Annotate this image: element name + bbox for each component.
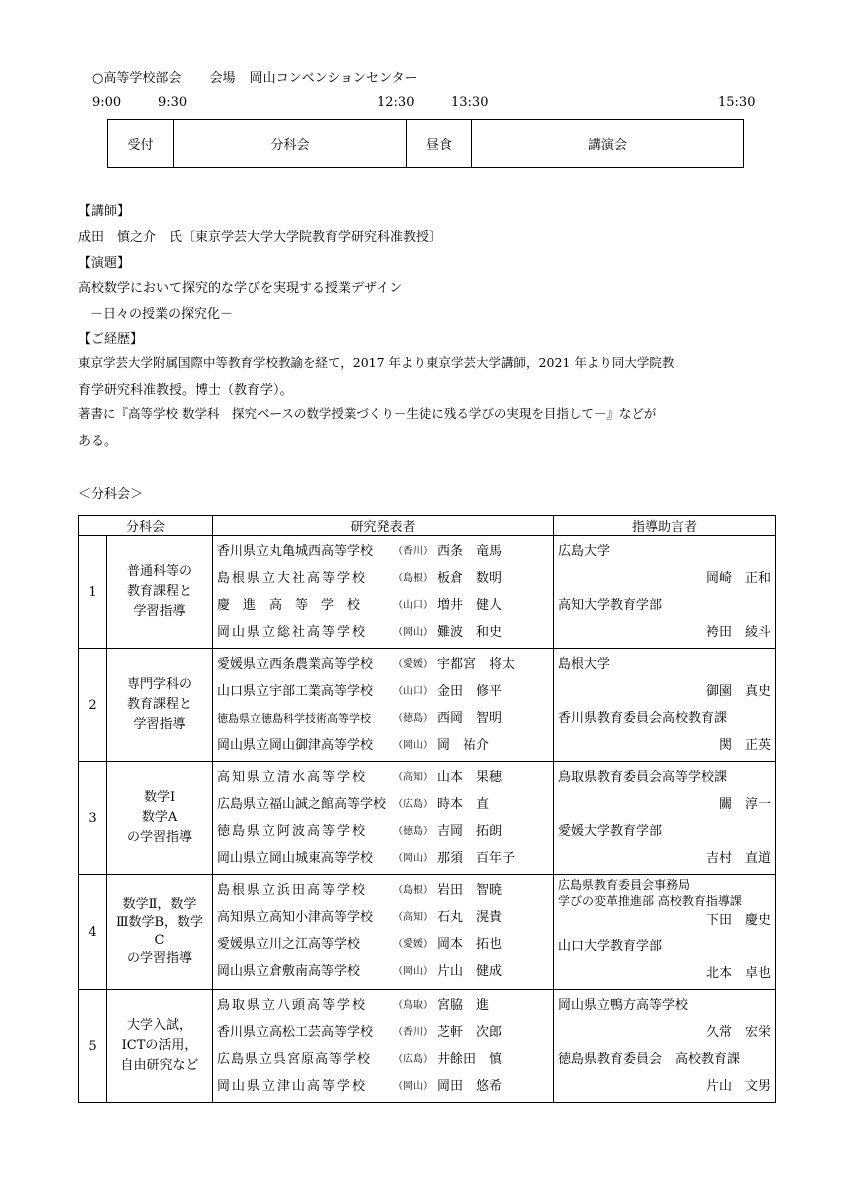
advisor-person: 袴田 綾斗 bbox=[706, 625, 772, 640]
advisors-cell bbox=[554, 536, 776, 649]
bunkakai-name: 普通科等の 教育課程と 学習指導 bbox=[107, 536, 213, 649]
schedule-lecture: 講演会 bbox=[587, 138, 627, 153]
schedule-reception: 受付 bbox=[108, 120, 174, 167]
advisor-org: 広島県教育委員会事務局 bbox=[558, 878, 691, 892]
presenter-line: 愛媛県立西条農業高等学校 （愛媛） 宇都宮 将太 bbox=[217, 657, 516, 672]
schedule-lunch: 昼食 bbox=[407, 120, 472, 167]
career-text-3: 著書に『高等学校 数学科 探究ベースの数学授業づくり－生徒に残る学びの実現を目指して－』などが bbox=[78, 406, 657, 421]
presenter-line: 香川県立丸亀城西高等学校 （香川） 西条 竜馬 bbox=[217, 544, 503, 559]
advisor-person: 御園 真史 bbox=[706, 684, 772, 699]
presenter-line: 徳島県立阿波高等学校 （徳島） 吉岡 拓朗 bbox=[217, 824, 503, 839]
advisor-org: 島根大学 bbox=[558, 657, 611, 672]
career-text-4: ある。 bbox=[78, 434, 118, 449]
row-number: 3 bbox=[79, 762, 107, 875]
time-1330: 13:30 bbox=[451, 95, 489, 110]
advisors-cell bbox=[554, 875, 776, 990]
presenter-line: 徳島県立徳島科学技術高等学校 （徳島） 西岡 智明 bbox=[217, 711, 503, 726]
table-row bbox=[79, 649, 776, 762]
presenter-line: 岡山県立岡山城東高等学校 （岡山） 那須 百年子 bbox=[217, 851, 516, 866]
career-text-1: 東京学芸大学附属国際中等教育学校教諭を経て，2017 年より東京学芸大学講師，2021 年より同大学院教 bbox=[78, 355, 675, 370]
advisor-org: 愛媛大学教育学部 bbox=[558, 824, 663, 839]
presenter-line: 島根県立浜田高等学校 （島根） 岩田 智暁 bbox=[217, 883, 503, 898]
bunkakai-name: 数学Ⅱ，数学 Ⅲ数学B，数学 C の学習指導 bbox=[107, 875, 213, 990]
presenter-line: 広島県立呉宮原高等学校 （広島） 井餘田 慎 bbox=[217, 1052, 503, 1067]
lecturer-heading: 【講師】 bbox=[78, 204, 131, 219]
advisor-person: 関 正英 bbox=[719, 738, 772, 753]
table-row bbox=[79, 762, 776, 875]
time-1530: 15:30 bbox=[718, 95, 756, 110]
advisor-org: 山口大学教育学部 bbox=[558, 939, 663, 954]
presenter-line: 愛媛県立川之江高等学校 （愛媛） 岡本 拓也 bbox=[217, 937, 503, 952]
advisor-org: 香川県教育委員会高校教育課 bbox=[558, 711, 728, 726]
table-row bbox=[79, 990, 776, 1103]
venue-name: 岡山コンベンションセンター bbox=[249, 71, 418, 86]
advisor-person: 下田 慶史 bbox=[706, 913, 772, 928]
advisors-cell bbox=[554, 762, 776, 875]
lecturer-name: 成田 慎之介 氏〔東京学芸大学大学院教育学研究科准教授〕 bbox=[78, 230, 443, 245]
section-heading bbox=[92, 67, 418, 86]
presenters-cell bbox=[213, 649, 554, 762]
table-header-row bbox=[79, 516, 776, 536]
presenter-line: 山口県立宇部工業高等学校 （山口） 金田 修平 bbox=[217, 684, 503, 699]
schedule-bunkakai: 分科会 bbox=[174, 120, 407, 167]
title-heading: 【演題】 bbox=[78, 256, 131, 271]
presenter-line: 高知県立高知小津高等学校 （高知） 石丸 滉貴 bbox=[217, 910, 503, 925]
advisor-person: 吉村 直道 bbox=[706, 851, 772, 866]
advisor-org: 徳島県教育委員会 高校教育課 bbox=[558, 1052, 741, 1067]
advisor-org: 鳥取県教育委員会高等学校課 bbox=[558, 770, 728, 785]
advisors-cell bbox=[554, 649, 776, 762]
col-advisors: 指導助言者 bbox=[554, 516, 776, 536]
advisor-person: 岡崎 正和 bbox=[706, 571, 772, 586]
advisor-person: 片山 文男 bbox=[706, 1079, 772, 1094]
lecture-subtitle: －日々の授業の探究化－ bbox=[90, 307, 234, 322]
advisor-org-dept: 学びの変革推進部 高校教育指導課 bbox=[558, 894, 742, 908]
advisor-org: 高知大学教育学部 bbox=[558, 598, 663, 613]
bunkakai-name: 数学Ⅰ 数学A の学習指導 bbox=[107, 762, 213, 875]
advisors-cell bbox=[554, 990, 776, 1103]
career-heading: 【ご経歴】 bbox=[78, 332, 144, 347]
time-0930: 9:30 bbox=[158, 95, 188, 110]
presenter-line: 岡山県立倉敷南高等学校 （岡山） 片山 健成 bbox=[217, 964, 503, 979]
table-row bbox=[79, 536, 776, 649]
col-bunkakai: 分科会 bbox=[79, 516, 213, 536]
lecture-title: 高校数学において探究的な学びを実現する授業デザイン bbox=[78, 281, 403, 296]
career-text-2: 育学研究科准教授。博士（教育学）。 bbox=[78, 383, 293, 398]
presenter-line: 岡山県立総社高等学校 （岡山） 難波 和史 bbox=[217, 625, 503, 640]
table-row bbox=[79, 875, 776, 990]
time-1230: 12:30 bbox=[377, 95, 415, 110]
presenter-line: 岡山県立岡山御津高等学校 （岡山） 岡 祐介 bbox=[217, 738, 490, 753]
presenters-cell bbox=[213, 762, 554, 875]
presenter-line: 高知県立清水高等学校 （高知） 山本 果穂 bbox=[217, 770, 503, 785]
section-title: ○高等学校部会 bbox=[92, 71, 182, 86]
presenters-cell bbox=[213, 536, 554, 649]
presenters-cell bbox=[213, 990, 554, 1103]
row-number: 1 bbox=[79, 536, 107, 649]
venue-label: 会場 bbox=[209, 71, 236, 86]
presenters-cell bbox=[213, 875, 554, 990]
time-0900: 9:00 bbox=[92, 95, 122, 110]
presenter-line: 鳥取県立八頭高等学校 （鳥取） 宮脇 進 bbox=[217, 998, 490, 1013]
presenter-line: 島根県立大社高等学校 （島根） 板倉 数明 bbox=[217, 571, 503, 586]
schedule-bar bbox=[107, 119, 744, 168]
row-number: 5 bbox=[79, 990, 107, 1103]
advisor-org: 岡山県立鴨方高等学校 bbox=[558, 998, 689, 1013]
bunkakai-table bbox=[78, 515, 776, 1103]
advisor-person: 久常 宏栄 bbox=[706, 1025, 772, 1040]
presenter-line: 慶進高等学校 （山口） 増井 健人 bbox=[217, 598, 503, 613]
presenter-line: 香川県立高松工芸高等学校 （香川） 芝軒 次郎 bbox=[217, 1025, 503, 1040]
advisor-person: 北本 卓也 bbox=[706, 966, 772, 981]
bunkakai-heading: ＜分科会＞ bbox=[78, 487, 144, 502]
advisor-person: 關 淳一 bbox=[719, 797, 772, 812]
bunkakai-name: 専門学科の 教育課程と 学習指導 bbox=[107, 649, 213, 762]
col-presenters: 研究発表者 bbox=[213, 516, 554, 536]
presenter-line: 広島県立福山誠之館高等学校 （広島） 時本 直 bbox=[217, 797, 490, 812]
row-number: 2 bbox=[79, 649, 107, 762]
presenter-line: 岡山県立津山高等学校 （岡山） 岡田 悠希 bbox=[217, 1079, 503, 1094]
advisor-org: 広島大学 bbox=[558, 544, 611, 559]
row-number: 4 bbox=[79, 875, 107, 990]
bunkakai-name: 大学入試， ICTの活用， 自由研究など bbox=[107, 990, 213, 1103]
